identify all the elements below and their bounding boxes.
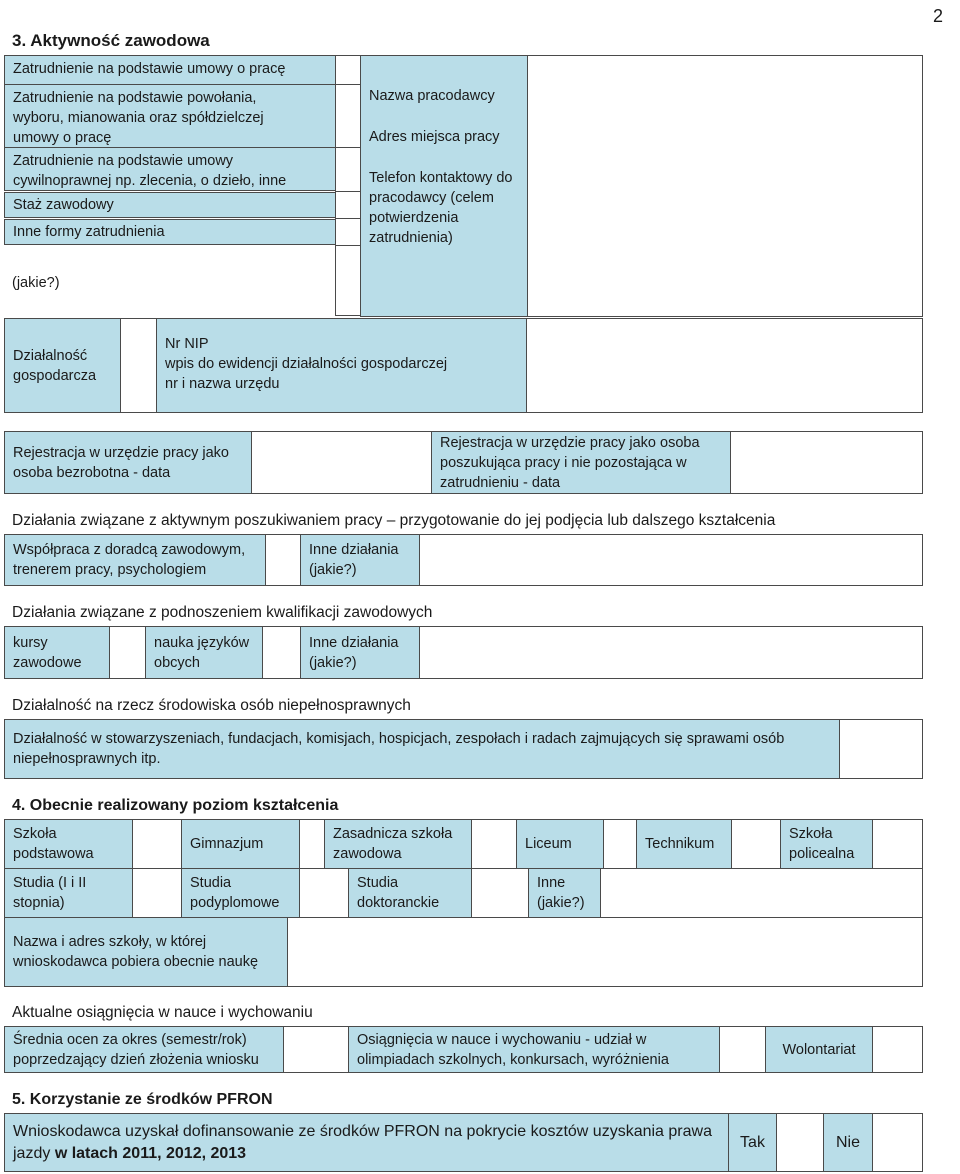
job-search-title: Działania związane z aktywnym poszukiwaniem pracy – przygotowanie do jej podjęcia lub dalszego kształcenia [12, 512, 776, 529]
level-technical-label: Technikum [636, 819, 732, 869]
employment-contract-label: Zatrudnienie na podstawie umowy o pracę [4, 55, 336, 85]
section-4-title: 4. Obecnie realizowany poziom kształcenia [12, 797, 339, 814]
other-actions-label: Inne działania (jakie?) [300, 534, 420, 586]
level-studies-label: Studia (I i II stopnia) [4, 868, 133, 918]
courses-label: kursy zawodowe [4, 626, 110, 679]
school-address-label: Nazwa i adres szkoły, w której wnioskodawca pobiera obecnie naukę [4, 917, 288, 987]
business-activity-label: Działalność gospodarcza [4, 318, 121, 413]
other-employment-input[interactable] [335, 245, 361, 316]
nip-label: Nr NIP [165, 336, 209, 352]
level-highschool-label: Liceum [516, 819, 604, 869]
checkbox-languages[interactable] [262, 626, 301, 679]
reg-jobseeker-label: Rejestracja w urzędzie pracy jako osoba poszukująca pracy i nie pozostająca w zatrudnieniu - data [431, 431, 731, 494]
level-postgraduate-label: Studia podyplomowe [181, 868, 300, 918]
checkbox-level-studies[interactable] [132, 868, 182, 918]
pfron-question-years: w latach 2011, 2012, 2013 [54, 1144, 247, 1162]
checkbox-internship[interactable] [335, 191, 361, 219]
checkbox-level-postsecondary[interactable] [872, 819, 923, 869]
level-postsecondary-label: Szkoła policealna [780, 819, 873, 869]
checkbox-volunteer[interactable] [872, 1026, 923, 1073]
office-label: nr i nazwa urzędu [165, 376, 280, 392]
languages-label: nauka języków obcych [145, 626, 263, 679]
employer-address-label: Adres miejsca pracy [369, 129, 500, 145]
section-5-title: 5. Korzystanie ze środków PFRON [12, 1091, 273, 1108]
pfron-question-label [4, 1113, 729, 1172]
registry-label: wpis do ewidencji działalności gospodarczej [165, 356, 448, 372]
checkbox-level-highschool[interactable] [603, 819, 637, 869]
level-other-label: Inne (jakie?) [528, 868, 601, 918]
checkbox-advisor[interactable] [265, 534, 301, 586]
other-employment-label: Inne formy zatrudnienia [4, 219, 336, 245]
checkbox-level-gymnasium[interactable] [299, 819, 325, 869]
reg-unemployed-label: Rejestracja w urzędzie pracy jako osoba bezrobotna - data [4, 431, 252, 494]
checkbox-other-employment[interactable] [335, 218, 361, 246]
checkbox-level-vocational[interactable] [471, 819, 517, 869]
volunteer-label: Wolontariat [765, 1026, 873, 1073]
level-doctoral-label: Studia doktoranckie [348, 868, 472, 918]
level-vocational-label: Zasadnicza szkoła zawodowa [324, 819, 472, 869]
community-desc-label: Działalność w stowarzyszeniach, fundacjach, komisjach, hospicjach, zespołach i radach zajmujących się sprawami osób niepełnosprawnych itp. [4, 719, 840, 779]
business-fields-input[interactable] [526, 318, 923, 413]
level-other-input[interactable] [600, 868, 923, 918]
business-fields-labels [156, 318, 527, 413]
school-address-input[interactable] [287, 917, 923, 987]
pfron-question-text: Wnioskodawca uzyskał dofinansowanie ze środków PFRON na pokrycie kosztów uzyskania prawa jazdy [13, 1122, 712, 1162]
other-actions-input[interactable] [419, 534, 923, 586]
level-primary-label: Szkoła podstawowa [4, 819, 133, 869]
checkbox-olympiads[interactable] [719, 1026, 766, 1073]
avg-grades-input[interactable] [283, 1026, 349, 1073]
employment-appointment-label: Zatrudnienie na podstawie powołania, wyboru, mianowania oraz spółdzielczej umowy o pracę [4, 84, 336, 148]
other-employment-which-label: (jakie?) [12, 275, 60, 291]
answer-no-label: Nie [823, 1113, 873, 1172]
employer-name-label: Nazwa pracodawcy [369, 88, 495, 104]
employer-info-input[interactable] [527, 55, 923, 317]
section-3-title: 3. Aktywność zawodowa [12, 31, 210, 50]
checkbox-employment-contract[interactable] [335, 55, 361, 85]
qualifications-title: Działania związane z podnoszeniem kwalifikacji zawodowych [12, 604, 433, 621]
checkbox-business-activity[interactable] [120, 318, 157, 413]
checkbox-level-technical[interactable] [731, 819, 781, 869]
checkbox-level-primary[interactable] [132, 819, 182, 869]
checkbox-community[interactable] [839, 719, 923, 779]
achievements-title: Aktualne osiągnięcia w nauce i wychowaniu [12, 1004, 313, 1021]
reg-unemployed-date-input[interactable] [251, 431, 432, 494]
internship-label: Staż zawodowy [4, 192, 336, 218]
checkbox-employment-civil[interactable] [335, 147, 361, 192]
employer-phone-label: Telefon kontaktowy do pracodawcy (celem potwierdzenia zatrudnienia) [369, 170, 513, 246]
community-title: Działalność na rzecz środowiska osób niepełnosprawnych [12, 697, 411, 714]
advisor-label: Współpraca z doradcą zawodowym, trenerem pracy, psychologiem [4, 534, 266, 586]
employer-info-labels [360, 55, 528, 317]
checkbox-courses[interactable] [109, 626, 146, 679]
checkbox-level-postgraduate[interactable] [299, 868, 349, 918]
page-number: 2 [933, 6, 944, 26]
employment-civil-contract-label: Zatrudnienie na podstawie umowy cywilnoprawnej np. zlecenia, o dzieło, inne [4, 147, 336, 191]
checkbox-answer-no[interactable] [872, 1113, 923, 1172]
checkbox-level-doctoral[interactable] [471, 868, 529, 918]
other-actions-2-label: Inne działania (jakie?) [300, 626, 420, 679]
answer-yes-label: Tak [728, 1113, 777, 1172]
reg-jobseeker-date-input[interactable] [730, 431, 923, 494]
level-gymnasium-label: Gimnazjum [181, 819, 300, 869]
checkbox-employment-appointment[interactable] [335, 84, 361, 148]
olympiads-label: Osiągnięcia w nauce i wychowaniu - udział w olimpiadach szkolnych, konkursach, wyróżnienia [348, 1026, 720, 1073]
other-actions-2-input[interactable] [419, 626, 923, 679]
avg-grades-label: Średnia ocen za okres (semestr/rok) poprzedzający dzień złożenia wniosku [4, 1026, 284, 1073]
checkbox-answer-yes[interactable] [776, 1113, 824, 1172]
